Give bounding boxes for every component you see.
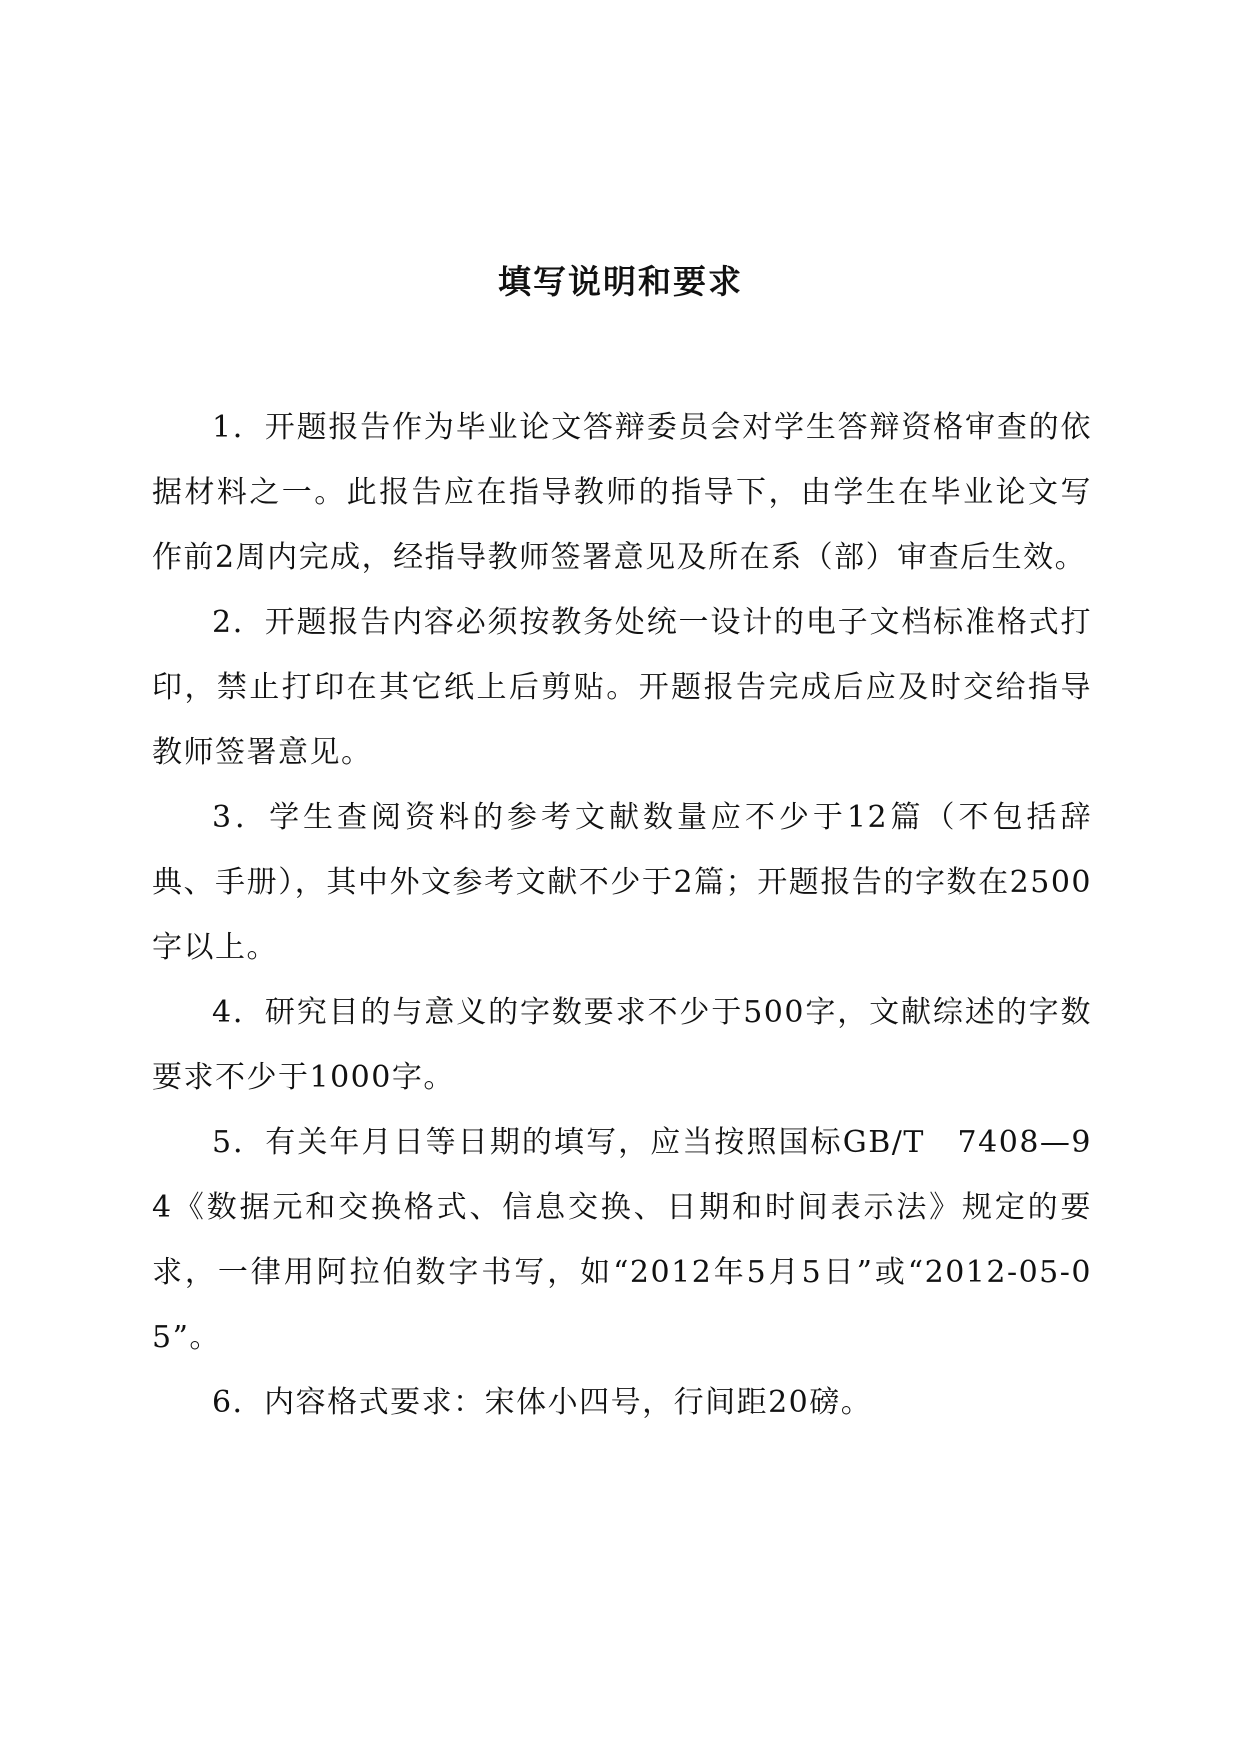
page-title: 填写说明和要求 [498, 262, 743, 301]
instructions-body [152, 395, 1092, 1435]
instruction-item-1: 1．开题报告作为毕业论文答辩委员会对学生答辩资格审查的依据材料之一。此报告应在指导教师的指导下，由学生在毕业论文写作前2周内完成，经指导教师签署意见及所在系（部）审查后生效。 [152, 410, 1092, 575]
instruction-item-2: 2．开题报告内容必须按教务处统一设计的电子文档标准格式打印，禁止打印在其它纸上后剪贴。开题报告完成后应及时交给指导教师签署意见。 [152, 605, 1092, 770]
instruction-item-3: 3．学生查阅资料的参考文献数量应不少于12篇（不包括辞典、手册），其中外文参考文献不少于2篇；开题报告的字数在2500字以上。 [152, 800, 1092, 965]
instruction-item-4: 4．研究目的与意义的字数要求不少于500字，文献综述的字数要求不少于1000字。 [152, 995, 1092, 1095]
instruction-item-5: 5．有关年月日等日期的填写，应当按照国标GB/T 7408—94《数据元和交换格式、信息交换、日期和时间表示法》规定的要求，一律用阿拉伯数字书写，如“2012年5月5日”或“2012-05-05”。 [152, 1125, 1092, 1355]
instruction-item-6: 6．内容格式要求：宋体小四号，行间距20磅。 [212, 1385, 873, 1420]
